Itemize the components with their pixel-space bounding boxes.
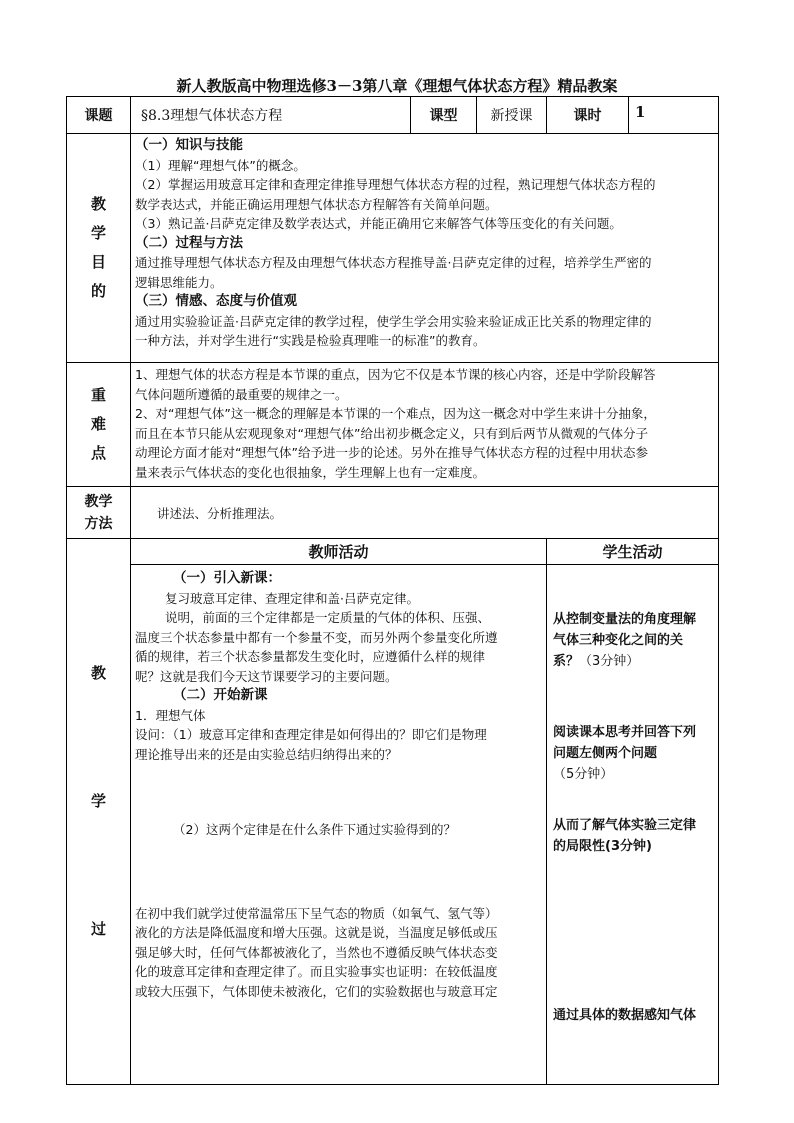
student-line: 阅读课本思考并回答下列	[553, 725, 697, 740]
teacher-line: 液化的方法是降低温度和增大压强。这就是说，当温度足够低或压	[135, 925, 498, 940]
methods-label	[67, 487, 131, 539]
methods-value: 讲述法、分析推理法。	[131, 487, 719, 539]
teacher-line: 或较大压强下，气体即使未被液化，它们的实验数据也与玻意耳定	[135, 983, 498, 999]
process-label	[67, 539, 131, 1085]
teacher-section-title: （一）引入新课：	[173, 570, 281, 586]
goals-row	[67, 134, 719, 363]
lesson-plan-table	[66, 96, 719, 1085]
process-label-char: 学	[90, 792, 106, 810]
student-line: 的局限性(3分钟)	[553, 839, 652, 854]
goals-section-title: （二）过程与方法	[135, 234, 243, 251]
keypoints-row	[67, 363, 719, 487]
goals-label-char: 学	[90, 224, 106, 242]
teacher-line: 复习玻意耳定律、查理定律和盖·吕萨克定律。	[165, 590, 419, 606]
goals-line: 通过推导理想气体状态方程及由理想气体状态方程推导盖·吕萨克定律的过程，培养学生严密的	[135, 255, 652, 270]
teacher-line: 理论推导出来的还是由实验总结归纳得出来的？	[135, 746, 398, 762]
teacher-header: 教师活动	[131, 539, 547, 565]
topic-value: §8.3理想气体状态方程	[131, 97, 411, 134]
goals-label-char: 目	[90, 253, 106, 271]
keypoints-label-char: 难	[90, 415, 106, 433]
teacher-section-title: （二）开始新课	[173, 687, 268, 703]
teacher-line: 设问：（1）玻意耳定律和查理定律是如何得出的？即它们是物理	[135, 727, 487, 742]
goals-section-title: （一）知识与技能	[135, 137, 243, 153]
student-time: （3分钟）	[579, 654, 640, 669]
student-text: 系？	[553, 654, 580, 669]
keypoints-line: 动理论方面才能对“理想气体”给予进一步的论述。另外在推导气体状态方程的过程中用状态参	[135, 445, 648, 460]
keypoints-label-char: 重	[90, 386, 106, 404]
goals-line: 通过用实验验证盖·吕萨克定律的教学过程，使学生学会用实验来验证成正比关系的物理定律的	[135, 313, 652, 329]
keypoints-line: 而且在本节只能从宏观现象对“理想气体”给出初步概念定义，只有到后两节从微观的气体分子	[135, 425, 648, 441]
teacher-line: 温度三个状态参量中都有一个参量不变，而另外两个参量变化所遵	[135, 629, 498, 645]
goals-section-title: （三）情感、态度与价值观	[135, 293, 297, 309]
hours-value: 1	[629, 97, 719, 134]
student-header: 学生活动	[547, 539, 719, 565]
keypoints-label	[67, 363, 131, 487]
keypoints-line: 量来表示气体状态的变化也很抽象，学生理解上也有一定难度。	[135, 464, 486, 480]
header-row	[67, 97, 719, 134]
teacher-line: （2）这两个定律是在什么条件下通过实验得到的？	[173, 822, 456, 837]
student-line: 气体三种变化之间的关	[553, 633, 684, 648]
goals-label-char: 教	[90, 195, 106, 213]
methods-label-line: 方法	[84, 515, 113, 532]
teacher-line: 在初中我们就学过使常温常压下呈气态的物质（如氧气、氢气等）	[135, 905, 498, 921]
goals-line: 数学表达式，并能正确运用理想气体状态方程解答有关简单问题。	[135, 196, 498, 212]
student-time: （5分钟）	[553, 767, 614, 782]
methods-label-line: 教学	[84, 493, 113, 510]
process-header-row	[67, 539, 719, 565]
teacher-line: 说明，前面的三个定律都是一定质量的气体的体积、压强、	[165, 610, 491, 625]
topic-label: 课题	[67, 97, 131, 134]
document-title: 新人教版高中物理选修3－3第八章《理想气体状态方程》精品教案	[176, 77, 618, 95]
methods-row	[67, 487, 719, 539]
teacher-line: 循的规律，若三个状态参量都发生变化时，应遵循什么样的规律	[135, 649, 486, 664]
student-activity	[547, 565, 719, 1085]
keypoints-line: 2、对“理想气体”这一概念的理解是本节课的一个难点，因为这一概念对中学生来讲十分抽象，	[135, 406, 656, 421]
teacher-activity	[131, 565, 547, 1085]
student-line: 从而了解气体实验三定律	[553, 818, 697, 833]
teacher-line: 1．理想气体	[135, 707, 206, 723]
goals-line: （1）理解“理想气体”的概念。	[135, 157, 306, 173]
goals-line: 一种方法，并对学生进行“实践是检验真理唯一的标准”的教育。	[135, 333, 486, 348]
goals-line: 逻辑思维能力。	[135, 274, 223, 290]
goals-label-char: 的	[90, 282, 106, 300]
keypoints-content	[131, 363, 719, 487]
student-line: 通过具体的数据感知气体	[553, 1008, 697, 1023]
keypoints-line: 气体问题所遵循的最重要的规律之一。	[135, 386, 348, 402]
type-value: 新授课	[477, 97, 547, 134]
goals-line: （2）掌握运用玻意耳定律和查理定律推导理想气体状态方程的过程，熟记理想气体状态方程的	[135, 177, 656, 192]
teacher-line: 强足够大时，任何气体都被液化了，当然也不遵循反映气体状态变	[135, 944, 498, 960]
keypoints-label-char: 点	[90, 444, 106, 462]
teacher-line: 化的玻意耳定律和查理定律了。而且实验事实也证明：在较低温度	[135, 964, 498, 979]
student-line	[553, 651, 714, 672]
process-label-char: 教	[90, 664, 106, 682]
keypoints-line: 1、理想气体的状态方程是本节课的重点，因为它不仅是本节课的核心内容，还是中学阶段解答	[135, 367, 656, 382]
process-label-char: 过	[90, 920, 106, 938]
type-label: 课型	[411, 97, 477, 134]
process-content-row	[67, 565, 719, 1085]
goals-line: （3）熟记盖·吕萨克定律及数学表达式，并能正确用它来解答气体等压变化的有关问题。	[135, 216, 622, 231]
teacher-line: 呢？这就是我们今天这节课要学习的主要问题。	[135, 668, 398, 684]
student-line: 从控制变量法的角度理解	[553, 612, 697, 627]
goals-label	[67, 134, 131, 363]
hours-label: 课时	[547, 97, 629, 134]
student-line: 问题左侧两个问题	[553, 746, 658, 761]
goals-content	[131, 134, 719, 363]
